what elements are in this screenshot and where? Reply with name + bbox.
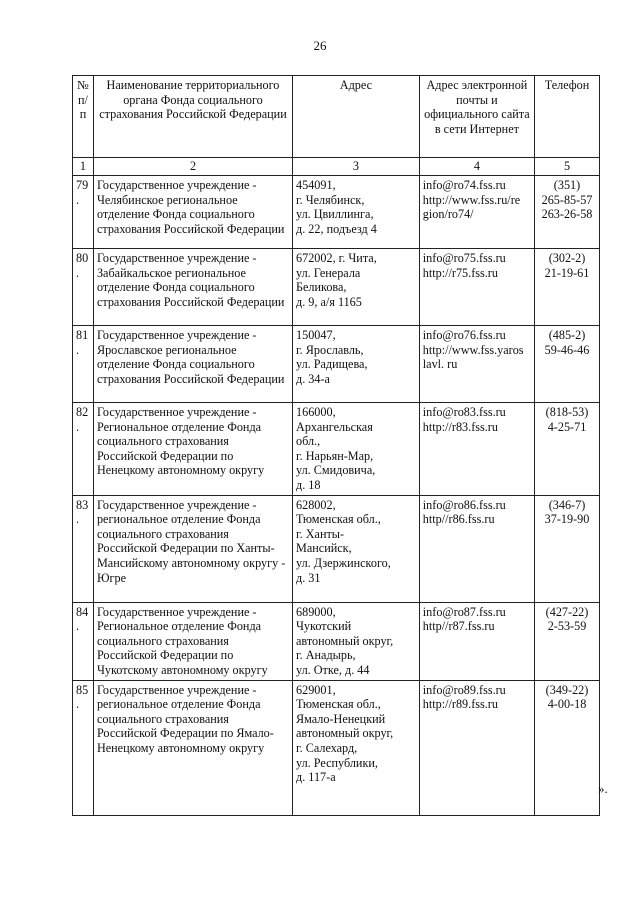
address-line: ул. Республики,: [296, 755, 378, 770]
column-number: 4: [419, 158, 534, 176]
address-line: Ямало-Ненецкий: [296, 711, 386, 726]
office-name-cell: Государственное учреждение - региональное отделение Фонда социального страхования Российской Федерации по Ханты-Мансийскому автономному округу - Югре: [93, 495, 292, 602]
address-line: ул. Радищева,: [296, 357, 368, 372]
header-name: Наименование территориального органа Фонда социального страхования Российской Федерации: [93, 76, 292, 158]
header-email: Адрес электронной почты и официального сайта в сети Интернет: [419, 76, 534, 158]
address-line: г. Ханты-: [296, 526, 345, 541]
phone-line: 265-85-57: [541, 192, 593, 207]
email-website-line: info@ro83.fss.ru: [422, 405, 506, 419]
column-number: 3: [293, 158, 420, 176]
regional-offices-table: [72, 75, 600, 816]
address-cell: [293, 249, 420, 326]
phone-cell: [535, 249, 600, 326]
office-name-cell: Государственное учреждение - Ярославское региональное отделение Фонда социального страхования Российской Федерации: [93, 326, 292, 403]
address-line: Беликова,: [296, 280, 347, 295]
phone-line: 2-53-59: [547, 619, 587, 634]
address-line: г. Анадырь,: [296, 648, 356, 663]
table-row: [73, 249, 600, 326]
office-name-cell: Государственное учреждение - Забайкальское региональное отделение Фонда социального страхования Российской Федерации: [93, 249, 292, 326]
table-row: [73, 680, 600, 815]
closing-quote-mark: ».: [598, 781, 608, 796]
address-line: д. 22, подъезд 4: [296, 221, 377, 236]
address-line: 672002, г. Чита,: [296, 251, 377, 265]
email-website-line: http://r83.fss.ru: [422, 419, 498, 434]
row-number-cell: 80.: [73, 249, 94, 326]
row-number-cell: 84.: [73, 602, 94, 680]
phone-line: (818-53): [545, 405, 589, 419]
page-number: 26: [313, 38, 327, 53]
email-website-line: http//r86.fss.ru: [422, 512, 495, 527]
email-website-line: http://www.fss.ru/re: [422, 192, 521, 207]
email-website-cell: [419, 680, 534, 815]
address-cell: [293, 176, 420, 249]
email-website-cell: [419, 495, 534, 602]
phone-line: (349-22): [545, 682, 589, 697]
address-line: автономный округ,: [296, 726, 394, 741]
column-number: 2: [93, 158, 292, 176]
address-line: ул. Цвиллинга,: [296, 207, 374, 222]
phone-line: (485-2): [548, 328, 586, 342]
email-website-line: info@ro75.fss.ru: [422, 251, 506, 265]
address-line: ул. Генерала: [296, 265, 361, 280]
phone-cell: [535, 495, 600, 602]
column-number-row: [73, 158, 600, 176]
address-line: 689000,: [296, 604, 336, 619]
email-website-line: lavl. ru: [422, 357, 458, 372]
address-line: Мансийск,: [296, 541, 352, 556]
address-cell: [293, 495, 420, 602]
table-row: [73, 495, 600, 602]
phone-cell: [535, 326, 600, 403]
address-line: г. Нарьян-Мар,: [296, 448, 374, 463]
table-row: [73, 176, 600, 249]
email-website-line: info@ro89.fss.ru: [422, 682, 506, 697]
address-line: д. 117-а: [296, 770, 336, 785]
phone-line: (302-2): [548, 251, 586, 265]
header-address: Адрес: [293, 76, 420, 158]
address-line: 629001,: [296, 682, 336, 697]
phone-line: 4-00-18: [547, 697, 587, 712]
phone-line: 37-19-90: [544, 512, 590, 527]
address-cell: [293, 403, 420, 496]
table-row: [73, 602, 600, 680]
phone-cell: [535, 176, 600, 249]
address-line: д. 18: [296, 477, 321, 492]
address-line: Тюменская обл.,: [296, 512, 381, 527]
address-line: г. Челябинск,: [296, 192, 365, 207]
table-row: [73, 403, 600, 496]
address-line: обл.,: [296, 434, 321, 449]
address-line: д. 9, а/я 1165: [296, 294, 362, 309]
phone-line: (351): [553, 178, 581, 192]
address-cell: [293, 602, 420, 680]
address-line: г. Салехард,: [296, 740, 358, 755]
address-line: 150047,: [296, 328, 336, 342]
office-name-cell: Государственное учреждение - региональное отделение Фонда социального страхования Российской Федерации по Ямало-Ненецкому автономному округу: [93, 680, 292, 815]
email-website-line: http://r89.fss.ru: [422, 697, 498, 712]
email-website-cell: [419, 176, 534, 249]
phone-cell: [535, 403, 600, 496]
address-line: ул. Дзержинского,: [296, 555, 391, 570]
header-phone: Телефон: [535, 76, 600, 158]
address-line: автономный округ,: [296, 633, 394, 648]
phone-line: 21-19-61: [544, 265, 590, 280]
phone-line: 59-46-46: [544, 342, 590, 357]
address-line: г. Ярославль,: [296, 342, 364, 357]
email-website-line: gion/ro74/: [422, 207, 474, 222]
address-line: 166000,: [296, 405, 336, 419]
column-number: 1: [73, 158, 94, 176]
email-website-line: info@ro76.fss.ru: [422, 328, 506, 342]
header-row: [73, 76, 600, 158]
column-number: 5: [535, 158, 600, 176]
office-name-cell: Государственное учреждение - Челябинское региональное отделение Фонда социального страхования Российской Федерации: [93, 176, 292, 249]
phone-cell: [535, 680, 600, 815]
address-cell: [293, 326, 420, 403]
email-website-line: info@ro87.fss.ru: [422, 604, 506, 619]
address-line: д. 34-а: [296, 371, 330, 386]
phone-line: (427-22): [545, 604, 589, 619]
phone-cell: [535, 602, 600, 680]
header-num: № п/п: [73, 76, 94, 158]
row-number-cell: 81.: [73, 326, 94, 403]
email-website-line: http//r87.fss.ru: [422, 619, 495, 634]
address-cell: [293, 680, 420, 815]
address-line: Тюменская обл.,: [296, 697, 381, 712]
phone-line: (346-7): [548, 497, 586, 512]
email-website-cell: [419, 602, 534, 680]
table-row: [73, 326, 600, 403]
row-number-cell: 85.: [73, 680, 94, 815]
address-line: 454091,: [296, 178, 336, 192]
address-line: ул. Отке, д. 44: [296, 662, 370, 677]
email-website-cell: [419, 403, 534, 496]
phone-line: 263-26-58: [541, 207, 593, 222]
email-website-line: info@ro86.fss.ru: [422, 497, 506, 512]
email-website-cell: [419, 326, 534, 403]
phone-line: 4-25-71: [547, 419, 587, 434]
office-name-cell: Государственное учреждение - Региональное отделение Фонда социального страхования Российской Федерации по Чукотскому автономному округу: [93, 602, 292, 680]
address-line: 628002,: [296, 497, 336, 512]
email-website-cell: [419, 249, 534, 326]
address-line: ул. Смидовича,: [296, 463, 376, 478]
email-website-line: http://r75.fss.ru: [422, 265, 498, 280]
email-website-line: info@ro74.fss.ru: [422, 178, 506, 192]
row-number-cell: 82.: [73, 403, 94, 496]
email-website-line: http://www.fss.yaros: [422, 342, 524, 357]
office-name-cell: Государственное учреждение - Региональное отделение Фонда социального страхования Российской Федерации по Ненецкому автономному округу: [93, 403, 292, 496]
row-number-cell: 79.: [73, 176, 94, 249]
address-line: д. 31: [296, 570, 321, 585]
address-line: Чукотский: [296, 619, 352, 634]
row-number-cell: 83.: [73, 495, 94, 602]
address-line: Архангельская: [296, 419, 373, 434]
